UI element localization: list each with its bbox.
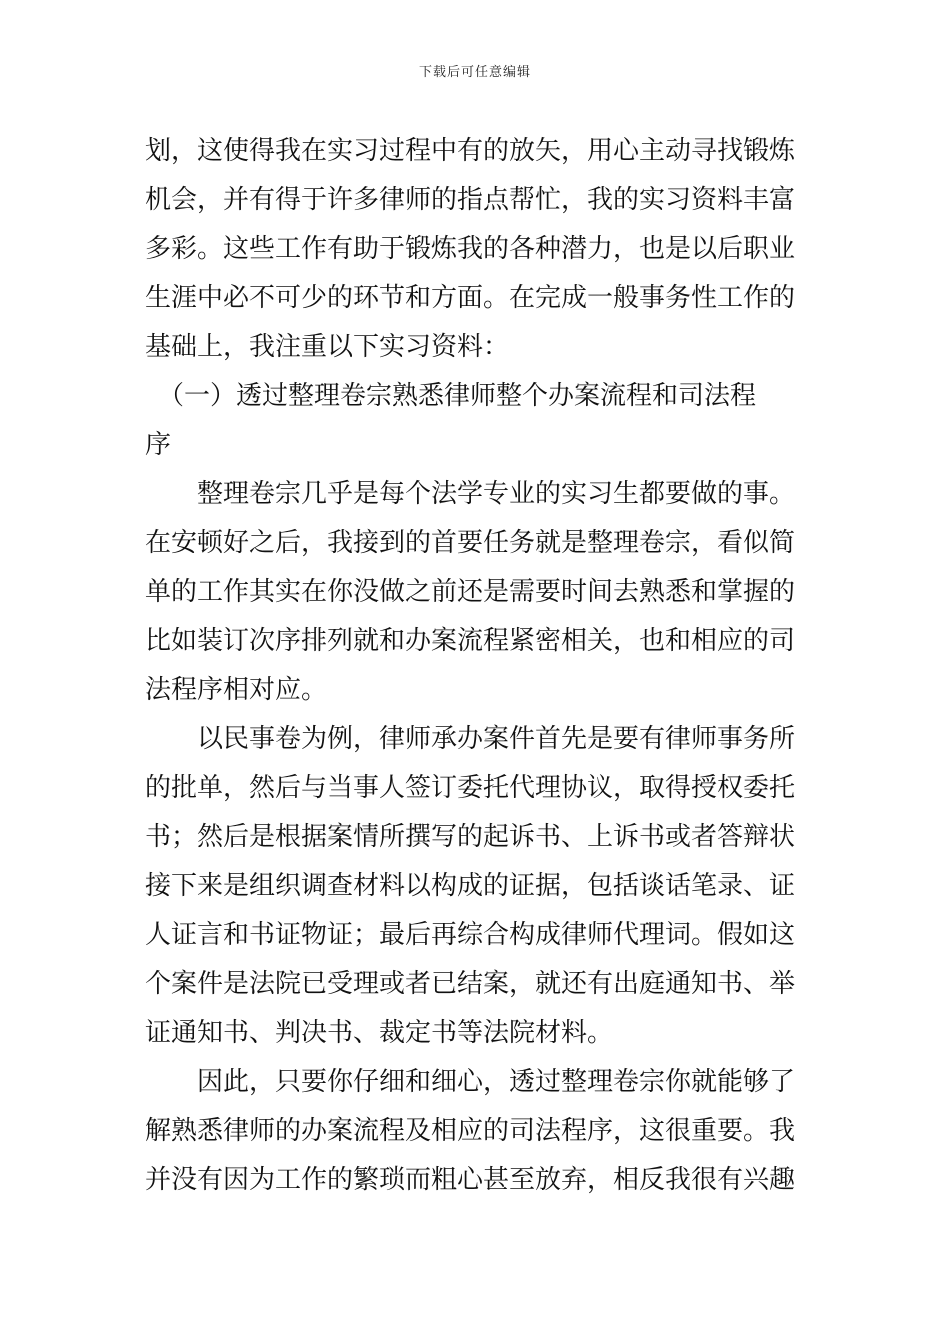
- document-body: [145, 127, 810, 1205]
- text-line: 因此，只要你仔细和细心，透过整理卷宗你就能够了: [145, 1067, 796, 1097]
- section-heading-line: （一）透过整理卷宗熟悉律师整个办案流程和司法程: [145, 381, 757, 411]
- section-heading-line: 序: [145, 430, 172, 460]
- text-line: 划，这使得我在实习过程中有的放矢，用心主动寻找锻炼: [145, 136, 796, 166]
- text-line: 并没有因为工作的繁琐而粗心甚至放弃，相反我很有兴趣: [145, 1165, 796, 1195]
- text-line: 接下来是组织调查材料以构成的证据，包括谈话笔录、证: [145, 871, 796, 901]
- text-line: 法程序相对应。: [145, 675, 328, 705]
- text-line: 人证言和书证物证；最后再综合构成律师代理词。假如这: [145, 920, 796, 950]
- text-line: 书；然后是根据案情所撰写的起诉书、上诉书或者答辩状: [145, 822, 796, 852]
- text-line: 生涯中必不可少的环节和方面。在完成一般事务性工作的: [145, 283, 796, 313]
- text-line: 解熟悉律师的办案流程及相应的司法程序，这很重要。我: [145, 1116, 796, 1146]
- text-line: 个案件是法院已受理或者已结案，就还有出庭通知书、举: [145, 969, 796, 999]
- text-line: 机会，并有得于许多律师的指点帮忙，我的实习资料丰富: [145, 185, 796, 215]
- text-line: 整理卷宗几乎是每个法学专业的实习生都要做的事。: [145, 479, 796, 509]
- text-line: 基础上，我注重以下实习资料：: [145, 332, 510, 362]
- text-line: 在安顿好之后，我接到的首要任务就是整理卷宗，看似简: [145, 528, 796, 558]
- text-line: 单的工作其实在你没做之前还是需要时间去熟悉和掌握的: [145, 577, 796, 607]
- text-line: 以民事卷为例，律师承办案件首先是要有律师事务所: [145, 724, 796, 754]
- text-line: 多彩。这些工作有助于锻炼我的各种潜力，也是以后职业: [145, 234, 796, 264]
- text-line: 的批单，然后与当事人签订委托代理协议，取得授权委托: [145, 773, 796, 803]
- text-line: 证通知书、判决书、裁定书等法院材料。: [145, 1018, 614, 1048]
- text-line: 比如装订次序排列就和办案流程紧密相关，也和相应的司: [145, 626, 796, 656]
- page-header: 下载后可任意编辑: [418, 65, 531, 80]
